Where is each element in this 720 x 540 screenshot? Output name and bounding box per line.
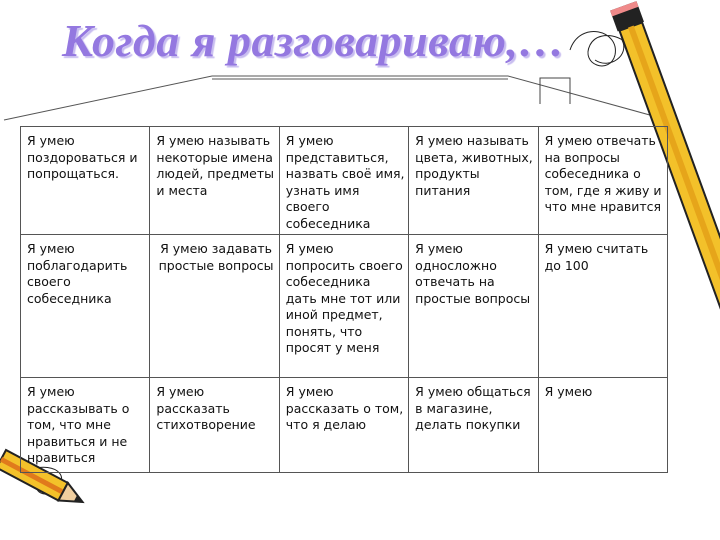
- table-cell: Я умею отвечать на вопросы собеседника о том, где я живу и что мне нравится: [538, 127, 667, 235]
- table-cell: Я умею общаться в магазине, делать покупки: [409, 378, 538, 473]
- table-row: [21, 235, 668, 378]
- table-cell: Я умею представиться, назвать своё имя, узнать имя своего собеседника: [279, 127, 408, 235]
- table-cell: Я умею рассказать о том, что я делаю: [279, 378, 408, 473]
- skills-table: [20, 126, 668, 473]
- table-cell: Я умею поздороваться и попрощаться.: [21, 127, 150, 235]
- table-cell: Я умею: [538, 378, 667, 473]
- table-cell: Я умею попросить своего собеседника дать мне тот или иной предмет, понять, что просят у меня: [279, 235, 408, 378]
- table-cell: Я умею считать до 100: [538, 235, 667, 378]
- table-row: [21, 378, 668, 473]
- table-cell: Я умею односложно отвечать на простые вопросы: [409, 235, 538, 378]
- table-cell: Я умею называть цвета, животных, продукты питания: [409, 127, 538, 235]
- table-cell: Я умею задавать простые вопросы: [150, 235, 279, 378]
- table-cell: Я умею поблагодарить своего собеседника: [21, 235, 150, 378]
- page-title: Когда я разговариваю,…: [62, 15, 566, 66]
- table-cell: Я умею называть некоторые имена людей, предметы и места: [150, 127, 279, 235]
- table-row: [21, 127, 668, 235]
- table-cell: Я умею рассказывать о том, что мне нравиться и не нравиться: [21, 378, 150, 473]
- table-cell: Я умею рассказать стихотворение: [150, 378, 279, 473]
